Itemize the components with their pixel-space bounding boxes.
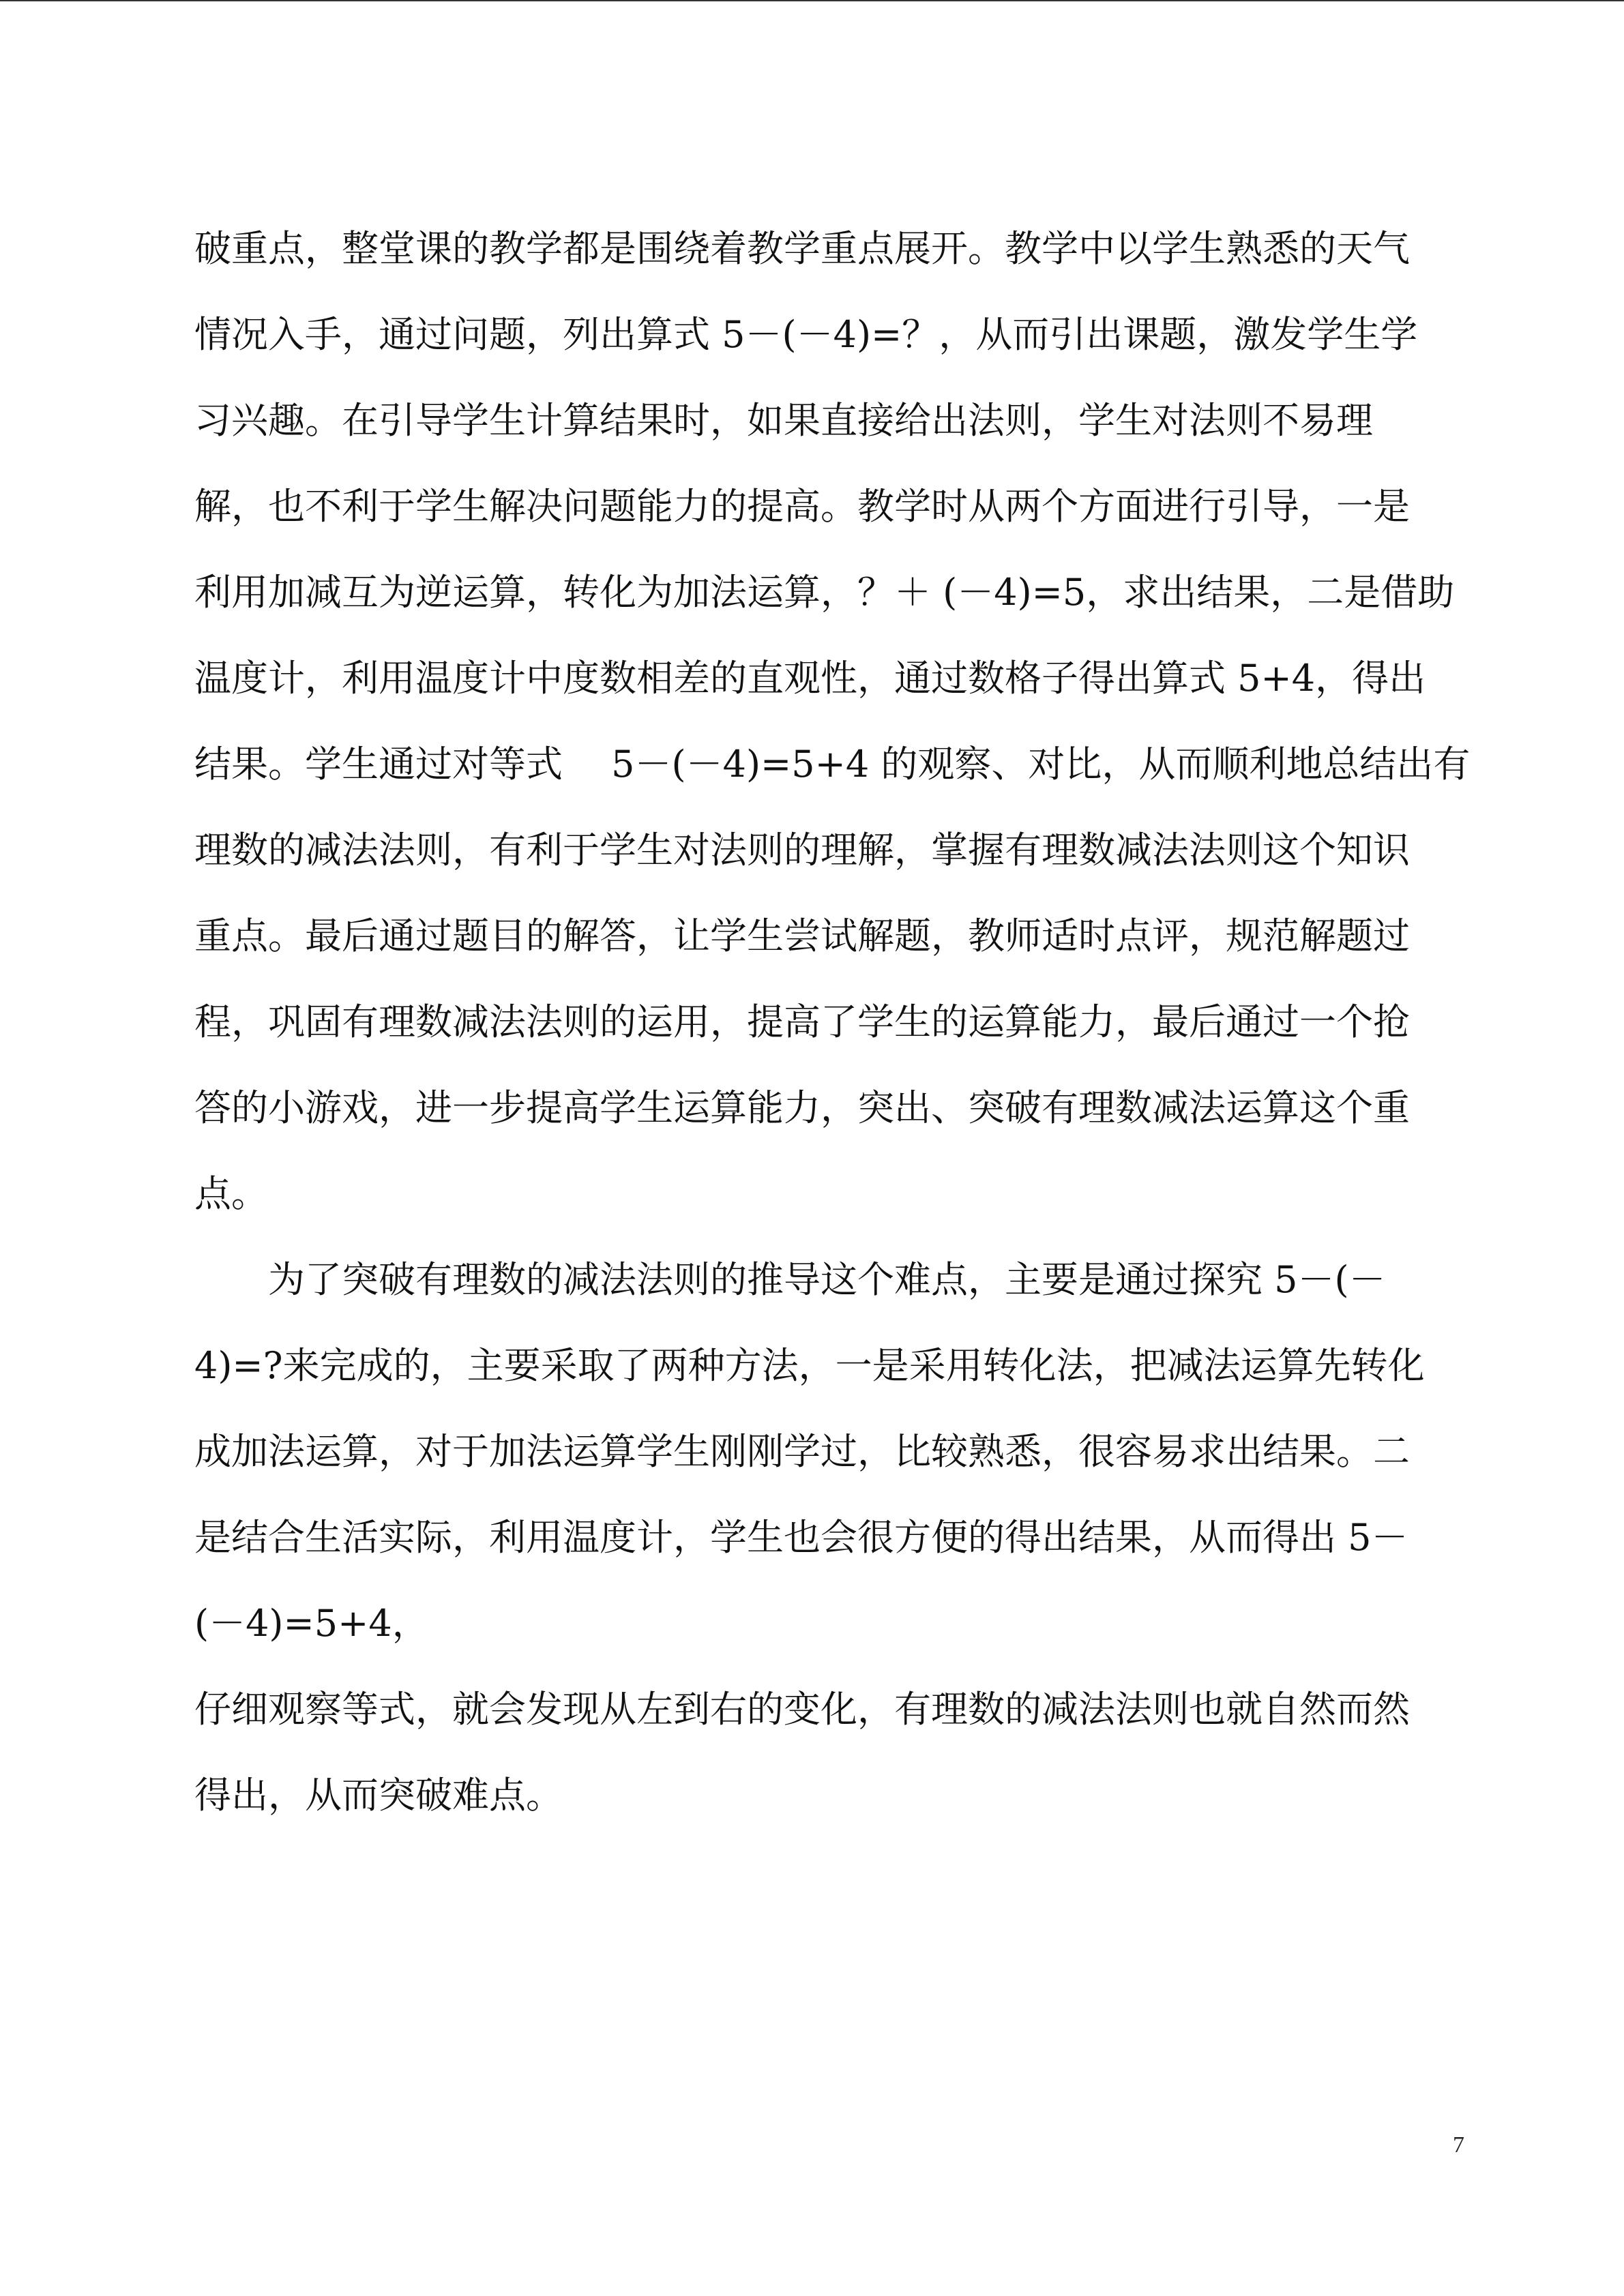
text-line: 成加法运算，对于加法运算学生刚刚学过，比较熟悉，很容易求出结果。二 bbox=[194, 1430, 1410, 1473]
text-line: 重点。最后通过题目的解答，让学生尝试解题，教师适时点评，规范解题过 bbox=[194, 914, 1410, 957]
text-line: 程，巩固有理数减法法则的运用，提高了学生的运算能力，最后通过一个抢 bbox=[194, 1000, 1410, 1043]
page-number: 7 bbox=[1453, 2132, 1464, 2158]
text-line: 习兴趣。在引导学生计算结果时，如果直接给出法则，学生对法则不易理 bbox=[194, 399, 1373, 442]
text-line: 为了突破有理数的减法法则的推导这个难点，主要是通过探究 5－(－ bbox=[268, 1258, 1386, 1301]
text-line: 答的小游戏，进一步提高学生运算能力，突出、突破有理数减法运算这个重 bbox=[194, 1086, 1410, 1129]
text-line: 点。 bbox=[194, 1172, 268, 1215]
text-line: 破重点，整堂课的教学都是围绕着教学重点展开。教学中以学生熟悉的天气 bbox=[194, 227, 1410, 270]
text-line: 仔细观察等式，就会发现从左到右的变化，有理数的减法法则也就自然而然 bbox=[194, 1688, 1410, 1731]
text-line: 理数的减法法则，有利于学生对法则的理解，掌握有理数减法法则这个知识 bbox=[194, 829, 1410, 871]
text-line: 利用加减互为逆运算，转化为加法运算，？＋ (－4)=5，求出结果，二是借助 bbox=[194, 571, 1455, 614]
text-line: 解，也不利于学生解决问题能力的提高。教学时从两个方面进行引导，一是 bbox=[194, 485, 1410, 528]
text-line: 是结合生活实际，利用温度计，学生也会很方便的得出结果，从而得出 5－ bbox=[194, 1516, 1408, 1559]
body-text bbox=[194, 206, 1490, 1838]
text-line: 情况入手，通过问题，列出算式 5－(－4)=？，从而引出课题，激发学生学 bbox=[194, 313, 1418, 356]
text-line: 得出，从而突破难点。 bbox=[194, 1774, 563, 1817]
text-line: 温度计，利用温度计中度数相差的直观性，通过数格子得出算式 5+4，得出 bbox=[194, 657, 1426, 700]
text-line: (－4)=5+4， bbox=[194, 1602, 429, 1645]
text-line: 4)=?来完成的，主要采取了两种方法，一是采用转化法，把减法运算先转化 bbox=[194, 1344, 1425, 1387]
text-line: 结果。学生通过对等式 5－(－4)=5+4 的观察、对比，从而顺利地总结出有 bbox=[194, 743, 1471, 786]
